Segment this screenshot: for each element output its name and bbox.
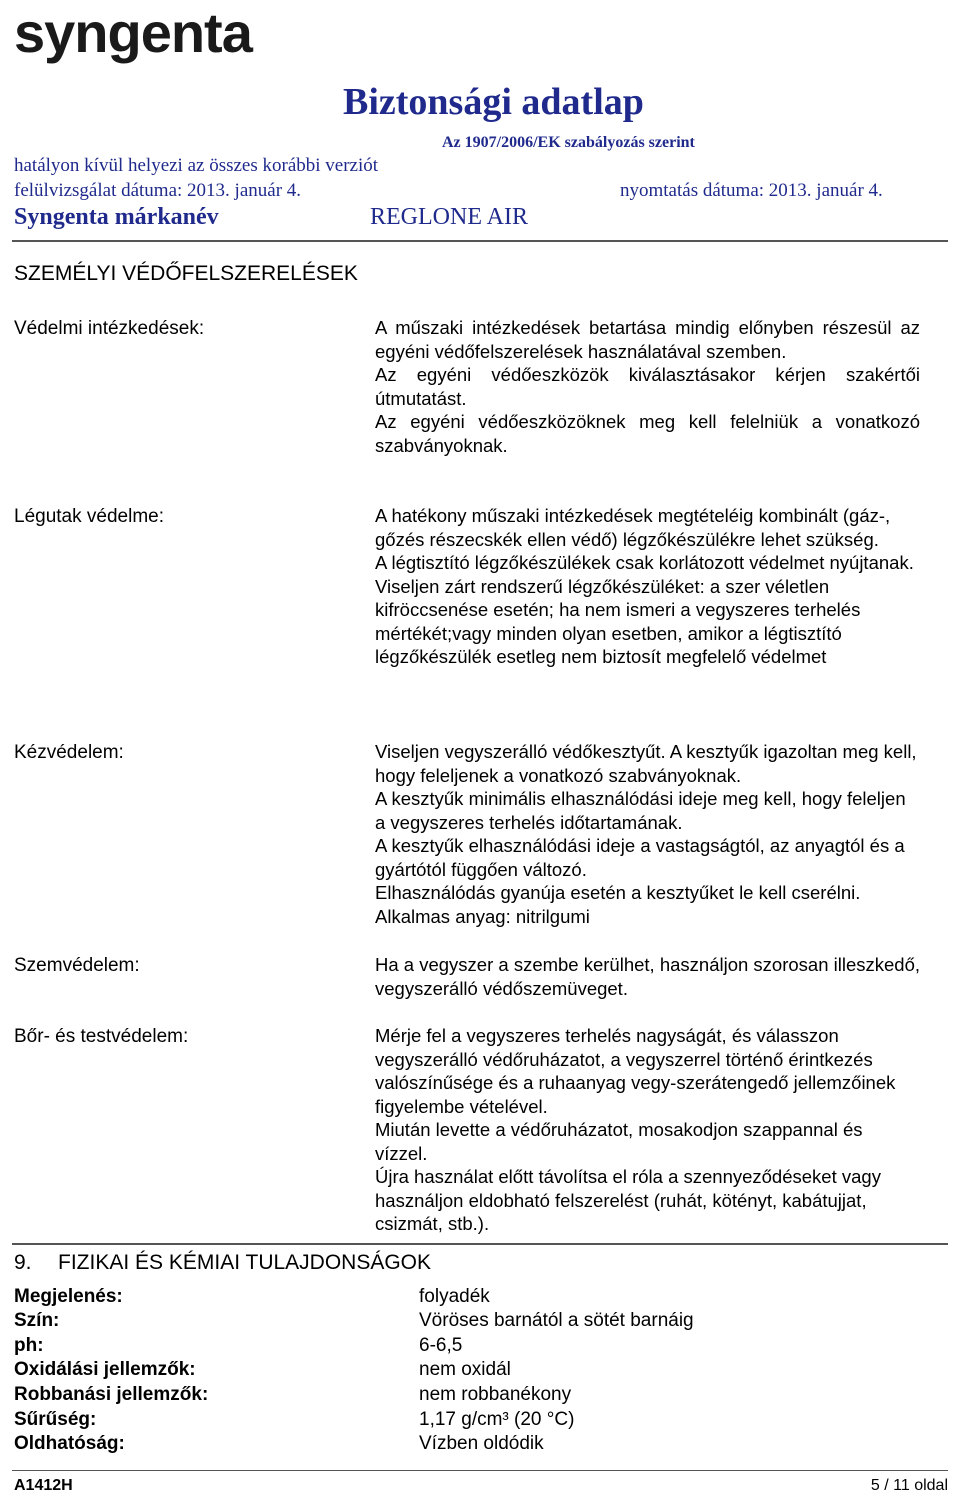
solubility-label: Oldhatóság: (14, 1433, 125, 1454)
text-line: Miután levette a védőruházatot, mosakodjon szappannal és vízzel. (375, 1119, 863, 1164)
hand-protection-label: Kézvédelem: (14, 742, 124, 763)
text-line: A kesztyűk elhasználódási ideje a vastagságtól, az anyagtól és a gyártótól függően változó. (375, 835, 905, 880)
text-line: A kesztyűk minimális elhasználódási ideje meg kell, hogy feleljen a vegyszeres terhelés időtartamának. (375, 788, 906, 833)
header-divider (12, 240, 948, 242)
text-line: Elhasználódás gyanúja esetén a kesztyűket le kell cserélni. (375, 882, 861, 903)
document-title: Biztonsági adatlap (343, 81, 644, 123)
document-code: A1412H (14, 1477, 73, 1494)
revision-date: felülvizsgálat dátuma: 2013. január 4. (14, 180, 302, 201)
text-line: A műszaki intézkedések betartása mindig előnyben részesül az egyéni védőfelszerelések használatával szemben. (375, 317, 920, 362)
color-value: Vöröses barnától a sötét barnáig (419, 1310, 694, 1331)
syngenta-logo: syngenta (14, 1, 252, 64)
appearance-value: folyadék (419, 1286, 490, 1307)
ph-value: 6-6,5 (419, 1335, 463, 1356)
explosive-label: Robbanási jellemzők: (14, 1384, 209, 1405)
skin-body-protection-label: Bőr- és testvédelem: (14, 1026, 189, 1047)
regulation-note: Az 1907/2006/EK szabályozás szerint (442, 134, 695, 151)
skin-body-protection-text (375, 1024, 920, 1236)
supersedes-note: hatályon kívül helyezi az összes korábbi verziót (14, 155, 379, 176)
protective-measures-label: Védelmi intézkedések: (14, 318, 205, 339)
brand-label: Syngenta márkanév (14, 204, 219, 230)
density-value: 1,17 g/cm³ (20 °C) (419, 1409, 575, 1430)
density-label: Sűrűség: (14, 1409, 97, 1430)
eye-protection-label: Szemvédelem: (14, 955, 140, 976)
text-line: A hatékony műszaki intézkedések megtételéig kombinált (gáz-, gőzés részecskék ellen védő) légzőkészülékre lehet szükség. (375, 505, 891, 550)
text-line: Az egyéni védőeszközöknek meg kell felelniük a vonatkozó szabványoknak. (375, 411, 920, 456)
explosive-value: nem robbanékony (419, 1384, 572, 1405)
footer-divider (12, 1470, 948, 1471)
text-line: Viseljen zárt rendszerű légzőkészüléket: a szer véletlen kifröccsenése esetén; ha nem ismeri a vegyszeres terhelés mértékét;vagy minden olyan esetben, amikor a légtisztító légzőkészülék esetleg nem biztosít megfelelő védelmet (375, 575, 861, 667)
color-label: Szín: (14, 1310, 60, 1331)
oxidizing-label: Oxidálási jellemzők: (14, 1359, 196, 1380)
section-9-number: 9. (14, 1251, 32, 1274)
solubility-value: Vízben oldódik (419, 1433, 544, 1454)
ph-label: ph: (14, 1335, 44, 1356)
respiratory-protection-text (375, 504, 920, 669)
text-line: Mérje fel a vegyszeres terhelés nagyságát, és válasszon vegyszerálló védőruházatot, a vegyszerrel történő érintkezés valószínűsége és a ruhaanyag vegy-szerátengedő jellemzőinek figyelembe vételével. (375, 1025, 896, 1117)
text-line: Ha a vegyszer a szembe kerülhet, használjon szorosan illeszkedő, vegyszerálló védőszemüveget. (375, 954, 921, 999)
brand-value: REGLONE AIR (370, 204, 528, 230)
text-line: A légtisztító légzőkészülékek csak korlátozott védelmet nyújtanak. (375, 552, 914, 573)
oxidizing-value: nem oxidál (419, 1359, 511, 1380)
hand-protection-text (375, 740, 920, 928)
protective-measures-text (375, 316, 920, 457)
text-line: Viseljen vegyszerálló védőkesztyűt. A kesztyűk igazoltan meg kell, hogy feleljenek a vonatkozó szabványoknak. (375, 741, 917, 786)
text-line: Az egyéni védőeszközök kiválasztásakor kérjen szakértői útmutatást. (375, 364, 920, 409)
section-9-title: FIZIKAI ÉS KÉMIAI TULAJDONSÁGOK (58, 1251, 432, 1274)
page-number: 5 / 11 oldal (870, 1477, 948, 1494)
text-line: Újra használat előtt távolítsa el róla a szennyeződéseket vagy használjon eldobható felszerelést (ruhát, kötényt, kabátujjat, csizmát, stb.). (375, 1166, 881, 1234)
text-line: Alkalmas anyag: nitrilgumi (375, 905, 590, 927)
ppe-section-title: SZEMÉLYI VÉDŐFELSZERELÉSEK (14, 262, 358, 285)
print-date: nyomtatás dátuma: 2013. január 4. (620, 180, 883, 201)
eye-protection-text (375, 953, 920, 1000)
appearance-label: Megjelenés: (14, 1286, 123, 1307)
section-divider (12, 1243, 948, 1245)
respiratory-protection-label: Légutak védelme: (14, 506, 164, 527)
